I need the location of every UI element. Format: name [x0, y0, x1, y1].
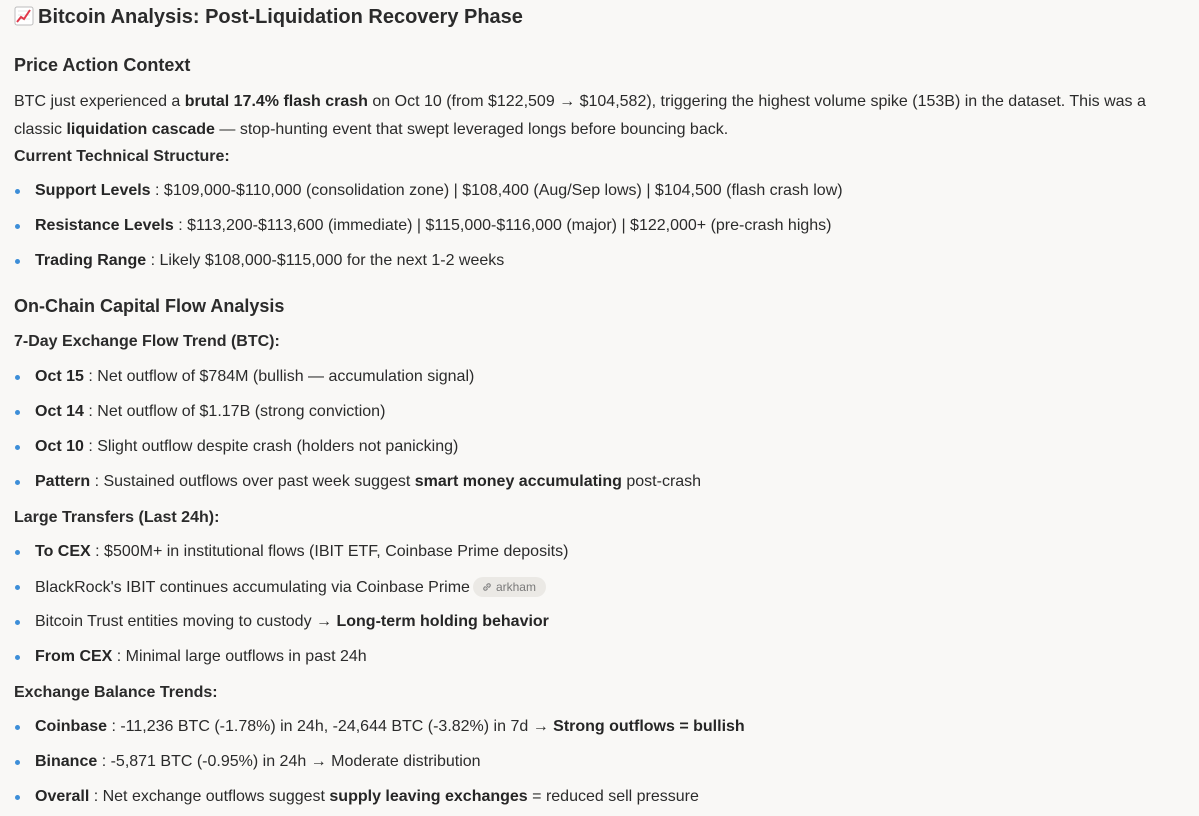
page-title-text: Bitcoin Analysis: Post-Liquidation Recovery Phase: [38, 6, 523, 28]
bullet: [15, 189, 20, 194]
bullet: [15, 655, 20, 660]
chart-increasing-icon: [14, 6, 34, 26]
bullet: [15, 480, 20, 485]
bullet: [15, 259, 20, 264]
bullet: [15, 410, 20, 415]
price-action-intro: BTC just experienced a brutal 17.4% flash crash on Oct 10 (from $122,509 → $104,582), triggering the highest volume spike (153B) in the dataset. This was a classic liquidation cascade — stop-hunting event that swept leveraged longs before bouncing back.: [14, 93, 1146, 138]
bullet: [15, 550, 20, 555]
bullet: [15, 795, 20, 800]
price-action-heading: Price Action Context: [14, 55, 191, 75]
bullet: [15, 725, 20, 730]
page-title: [14, 5, 523, 29]
bullet: [15, 760, 20, 765]
arkham-source-link[interactable]: arkham: [473, 577, 546, 597]
bullet: [15, 445, 20, 450]
link-icon: [481, 581, 493, 593]
bullet: [15, 224, 20, 229]
bullet: [15, 585, 20, 590]
exchange-balance-heading: Exchange Balance Trends:: [14, 684, 218, 701]
onchain-heading: On-Chain Capital Flow Analysis: [14, 296, 285, 316]
bullet: [15, 620, 20, 625]
technical-structure-heading: Current Technical Structure:: [14, 148, 230, 165]
bullet: [15, 375, 20, 380]
large-transfers-heading: Large Transfers (Last 24h):: [14, 509, 220, 526]
exchange-flow-heading: 7-Day Exchange Flow Trend (BTC):: [14, 333, 280, 350]
